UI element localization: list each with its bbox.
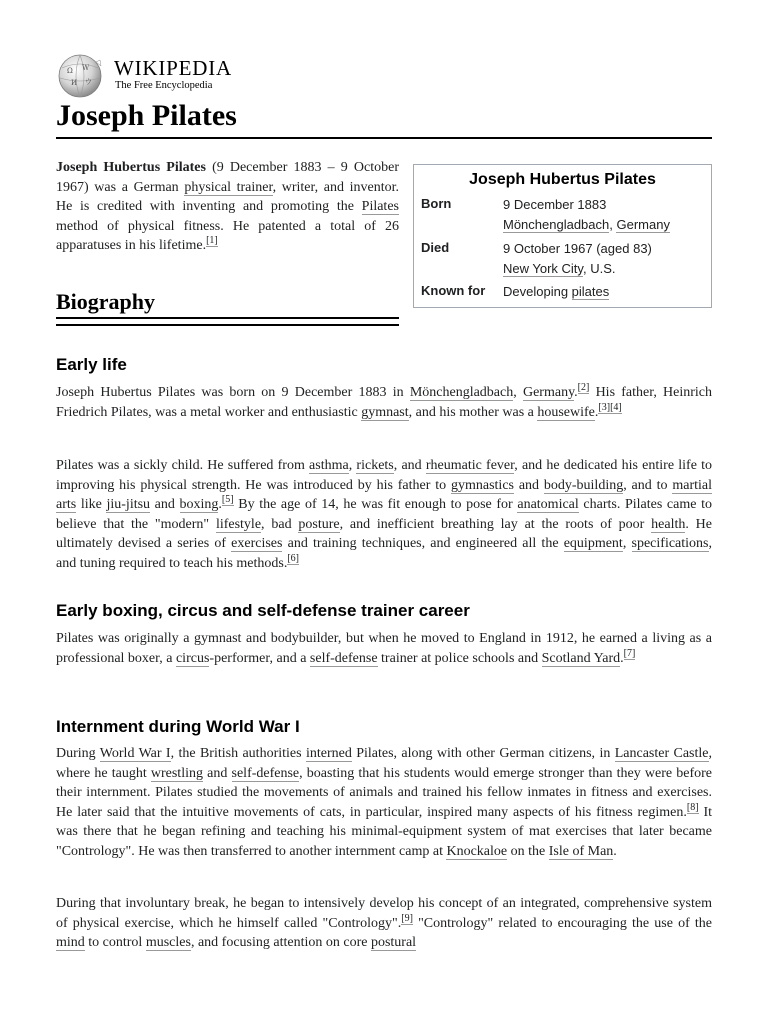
text: (9 December 1883 – 9 October 1967) was a German [56, 160, 399, 195]
link-self-defense[interactable]: self-defense [231, 765, 300, 781]
citation-3[interactable]: [3] [598, 401, 611, 413]
text: . [594, 404, 599, 420]
lead-paragraph [56, 158, 399, 256]
citation-7[interactable]: [7] [623, 647, 636, 659]
text: , [348, 458, 357, 473]
link-muscles[interactable]: muscles [145, 935, 191, 950]
link-interned[interactable]: interned [305, 746, 352, 761]
text: trainer at police schools and [377, 650, 542, 666]
section-heading-internment: Internment during World War I [56, 717, 300, 736]
text: Developing [503, 284, 572, 299]
born-date: 9 December 1883 [503, 197, 607, 212]
citation-8[interactable]: [8] [686, 801, 699, 813]
text: like [76, 497, 107, 512]
text: , U.S. [582, 260, 616, 276]
link-lancaster-castle[interactable]: Lancaster Castle [614, 746, 709, 761]
link-world-war-i[interactable]: World War I [99, 746, 171, 761]
citation-2[interactable]: [2] [577, 382, 590, 394]
text: , and tuning required to teach his methods. [56, 536, 712, 571]
infobox-value-died [503, 239, 703, 278]
text: . [574, 385, 578, 400]
wikipedia-globe-icon [56, 54, 104, 98]
link-isle-of-man[interactable]: Isle of Man [548, 843, 614, 859]
infobox-label-died: Died [421, 240, 450, 255]
text: , [622, 536, 632, 551]
text: . [218, 497, 222, 512]
svg-text:W: W [82, 64, 90, 72]
svg-text:Ω: Ω [67, 67, 73, 75]
citation-5[interactable]: [5] [221, 494, 234, 506]
section-divider [56, 324, 399, 326]
citation-1[interactable]: [1] [206, 235, 218, 247]
link-specifications[interactable]: specifications [631, 536, 709, 551]
paragraph-internment-1 [56, 744, 712, 861]
link-germany[interactable]: Germany [522, 385, 575, 400]
text: and training techniques, and engineered all the [282, 536, 564, 551]
infobox-value-born [503, 195, 703, 234]
text: , and inefficient breathing lay at the roots of poor [339, 516, 652, 532]
died-date: 9 October 1967 (aged 83) [503, 241, 652, 256]
link-knockaloe[interactable]: Knockaloe [446, 843, 508, 859]
link-jiu-jitsu[interactable]: jiu-jitsu [106, 497, 151, 512]
text: Pilates was a sickly child. He suffered from [56, 458, 310, 473]
infobox-title: Joseph Hubertus Pilates [469, 171, 656, 188]
link-pilates-infobox[interactable]: pilates [571, 284, 610, 299]
infobox-label-known-for: Known for [421, 283, 486, 298]
text: , the British authorities [170, 746, 306, 761]
text: , [609, 216, 617, 232]
link-self-defense[interactable]: self-defense [309, 650, 378, 666]
citation-6[interactable]: [6] [287, 552, 300, 564]
paragraph-early-life-1 [56, 383, 712, 422]
section-heading-early-life: Early life [56, 355, 127, 374]
link-equipment[interactable]: equipment [563, 536, 623, 551]
link-gymnastics[interactable]: gymnastics [450, 477, 514, 493]
text: , and he dedicated his entire life to improving his physical strength. He was introduced by his father to [56, 458, 712, 493]
text: "Contrology" related to encouraging the use of the [412, 915, 712, 931]
text: . [613, 843, 617, 859]
text: His father, Heinrich Friedrich Pilates, was a metal worker and enthusiastic [56, 385, 713, 420]
link-scotland-yard[interactable]: Scotland Yard [541, 650, 621, 666]
link-asthma[interactable]: asthma [309, 458, 349, 473]
text: During [56, 746, 100, 761]
link-wrestling[interactable]: wrestling [150, 765, 203, 781]
text: Joseph Hubertus Pilates was born on 9 December 1883 in [56, 385, 410, 400]
link-body-building[interactable]: body-building [543, 477, 624, 493]
text: During that involuntary break, he began to intensively develop his concept of an integrated, comprehensive system of physical exercise, which he himself called "Contrology". [56, 896, 712, 931]
text: to control [84, 935, 146, 950]
section-divider [56, 317, 399, 319]
section-heading-biography: Biography [56, 289, 156, 314]
citation-4[interactable]: [4] [610, 401, 622, 413]
link-martial-arts[interactable]: martial arts [56, 477, 712, 512]
link-housewife[interactable]: housewife [537, 404, 595, 420]
text: -performer, and a [209, 650, 310, 666]
title-divider [56, 137, 712, 139]
link-rickets[interactable]: rickets [356, 458, 394, 473]
text: and [202, 765, 232, 781]
text: and [150, 497, 180, 512]
link-germany[interactable]: Germany [616, 216, 670, 232]
wikipedia-tagline: The Free Encyclopedia [115, 80, 213, 91]
wikipedia-logo[interactable] [56, 54, 356, 98]
text: , boasting that his students would emerge stronger than they were before their internment. Pilates studied the movements of animals and trained his fellow inmates in fitness and exercises. He later said that the intuitive movements of cats, in particular, inspired many aspects of his fitness regimen. [56, 765, 712, 820]
infobox-label-born: Born [421, 196, 452, 211]
lead-subject: Joseph Hubertus Pilates [56, 160, 206, 175]
text: , and his mother was a [408, 404, 538, 420]
link-gymnast[interactable]: gymnast [361, 404, 409, 420]
infobox-value-known-for [503, 282, 703, 302]
text: Pilates, along with other German citizens, in [351, 746, 615, 761]
link-exercises[interactable]: exercises [231, 536, 283, 551]
link-monchengladbach[interactable]: Mönchengladbach [503, 216, 610, 232]
link-circus[interactable]: circus [175, 650, 210, 666]
text: on the [507, 843, 549, 859]
text: method of physical fitness. He patented a total of 26 apparatuses in his lifetime. [56, 218, 399, 253]
link-health[interactable]: health [651, 516, 686, 532]
svg-text:И: И [71, 79, 78, 87]
text: , where he taught [56, 746, 713, 781]
text: , and focusing attention on core [190, 935, 371, 950]
link-new-york-city[interactable]: New York City [503, 260, 583, 276]
infobox [413, 164, 712, 308]
link-physical-trainer[interactable]: physical trainer [184, 179, 273, 195]
svg-text:ウ: ウ [85, 78, 92, 86]
link-rheumatic-fever[interactable]: rheumatic fever [425, 458, 515, 473]
link-anatomical[interactable]: anatomical [517, 497, 579, 512]
link-mind[interactable]: mind [56, 935, 85, 950]
link-pilates[interactable]: Pilates [361, 199, 399, 214]
page-title: Joseph Pilates [56, 99, 237, 132]
text: . [620, 650, 624, 666]
link-boxing[interactable]: boxing [179, 497, 219, 512]
link-monchengladbach[interactable]: Mönchengladbach [409, 385, 514, 400]
text: , bad [261, 516, 299, 532]
text: . He ultimately devised a series of [56, 516, 712, 551]
text: , writer, and inventor. He is credited with inventing and promoting the [56, 179, 399, 214]
text: charts. Pilates came to believe that the "modern" [56, 497, 712, 532]
text: It was there that he began refining and teaching his minimal-equipment system of mat exercises that later became "Contrology". He was then transferred to another internment camp at [56, 804, 712, 859]
text: , and [393, 458, 426, 473]
text: and [513, 477, 544, 493]
paragraph-boxing-circus [56, 629, 712, 668]
citation-9[interactable]: [9] [401, 912, 413, 924]
wikipedia-wordmark: WIKIPEDIA [114, 56, 233, 80]
link-posture[interactable]: posture [298, 516, 340, 532]
text: Pilates was originally a gymnast and bodybuilder, but when he moved to England in 1912, he earned a living as a professional boxer, a [56, 631, 712, 666]
link-lifestyle[interactable]: lifestyle [215, 516, 262, 532]
paragraph-internment-2 [56, 894, 712, 953]
text: By the age of 14, he was fit enough to pose for [233, 497, 518, 512]
text: , and to [623, 477, 673, 493]
text: , [513, 385, 523, 400]
link-postural[interactable]: postural [370, 935, 417, 950]
section-heading-boxing-circus: Early boxing, circus and self-defense trainer career [56, 601, 470, 620]
paragraph-early-life-2 [56, 456, 712, 573]
